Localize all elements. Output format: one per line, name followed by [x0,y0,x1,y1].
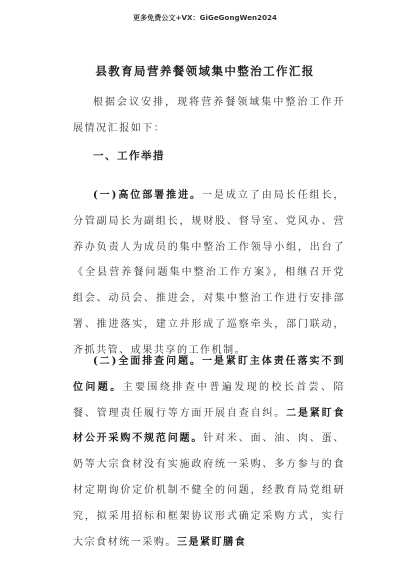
paragraph-deployment [73,183,345,364]
emphasis-text: 二是紧盯食材公开采购不规范问题。 [73,407,345,445]
paragraph-label: (二)全面排查问题。 [93,356,202,367]
emphasis-text: 一是紧盯主体责任落实不到位问题。 [73,356,345,393]
paragraph-text: 针对米、面、油、肉、蛋、奶等大宗食材没有实施政府统一采购、多方参与的食材定期询价定价机制不健全的问题，经教育局党组研究，拟采用招标和框架协议形式确定采购方式，实行大宗食材统一采购。 [73,433,345,548]
section-heading: 一、工作举措 [93,150,165,162]
emphasis-text: 三是紧盯膳食 [176,536,247,548]
intro-paragraph: 根据会议安排，现将营养餐领域集中整治工作开展情况汇报如下： [73,97,345,134]
paragraph-text: 主要围绕排查中普遍发现的校长首尝、陪餐、管理责任履行等方面开展自查自纠。 [73,381,345,419]
paragraph-text: 一是成立了由局长任组长，分管副局长为副组长，规财股、督导室、党风办、营养办负责人为成员的集中整治工作领导小组，出台了《全县营养餐问题集中整治工作方案》，相继召开党组会、动员会、推进会，对集中整治工作进行安排部署、推进落实，建立并形成了巡察牵头，部门联动，齐抓共管、成果共享的工作机制。 [73,190,345,356]
document-title: 县教育局营养餐领域集中整治工作汇报 [95,64,315,78]
header-watermark: 更多免费公文+VX：GiGeGongWen2024 [132,14,278,22]
paragraph-investigation [73,349,345,555]
paragraph-label: (一)高位部署推进。 [93,190,202,201]
